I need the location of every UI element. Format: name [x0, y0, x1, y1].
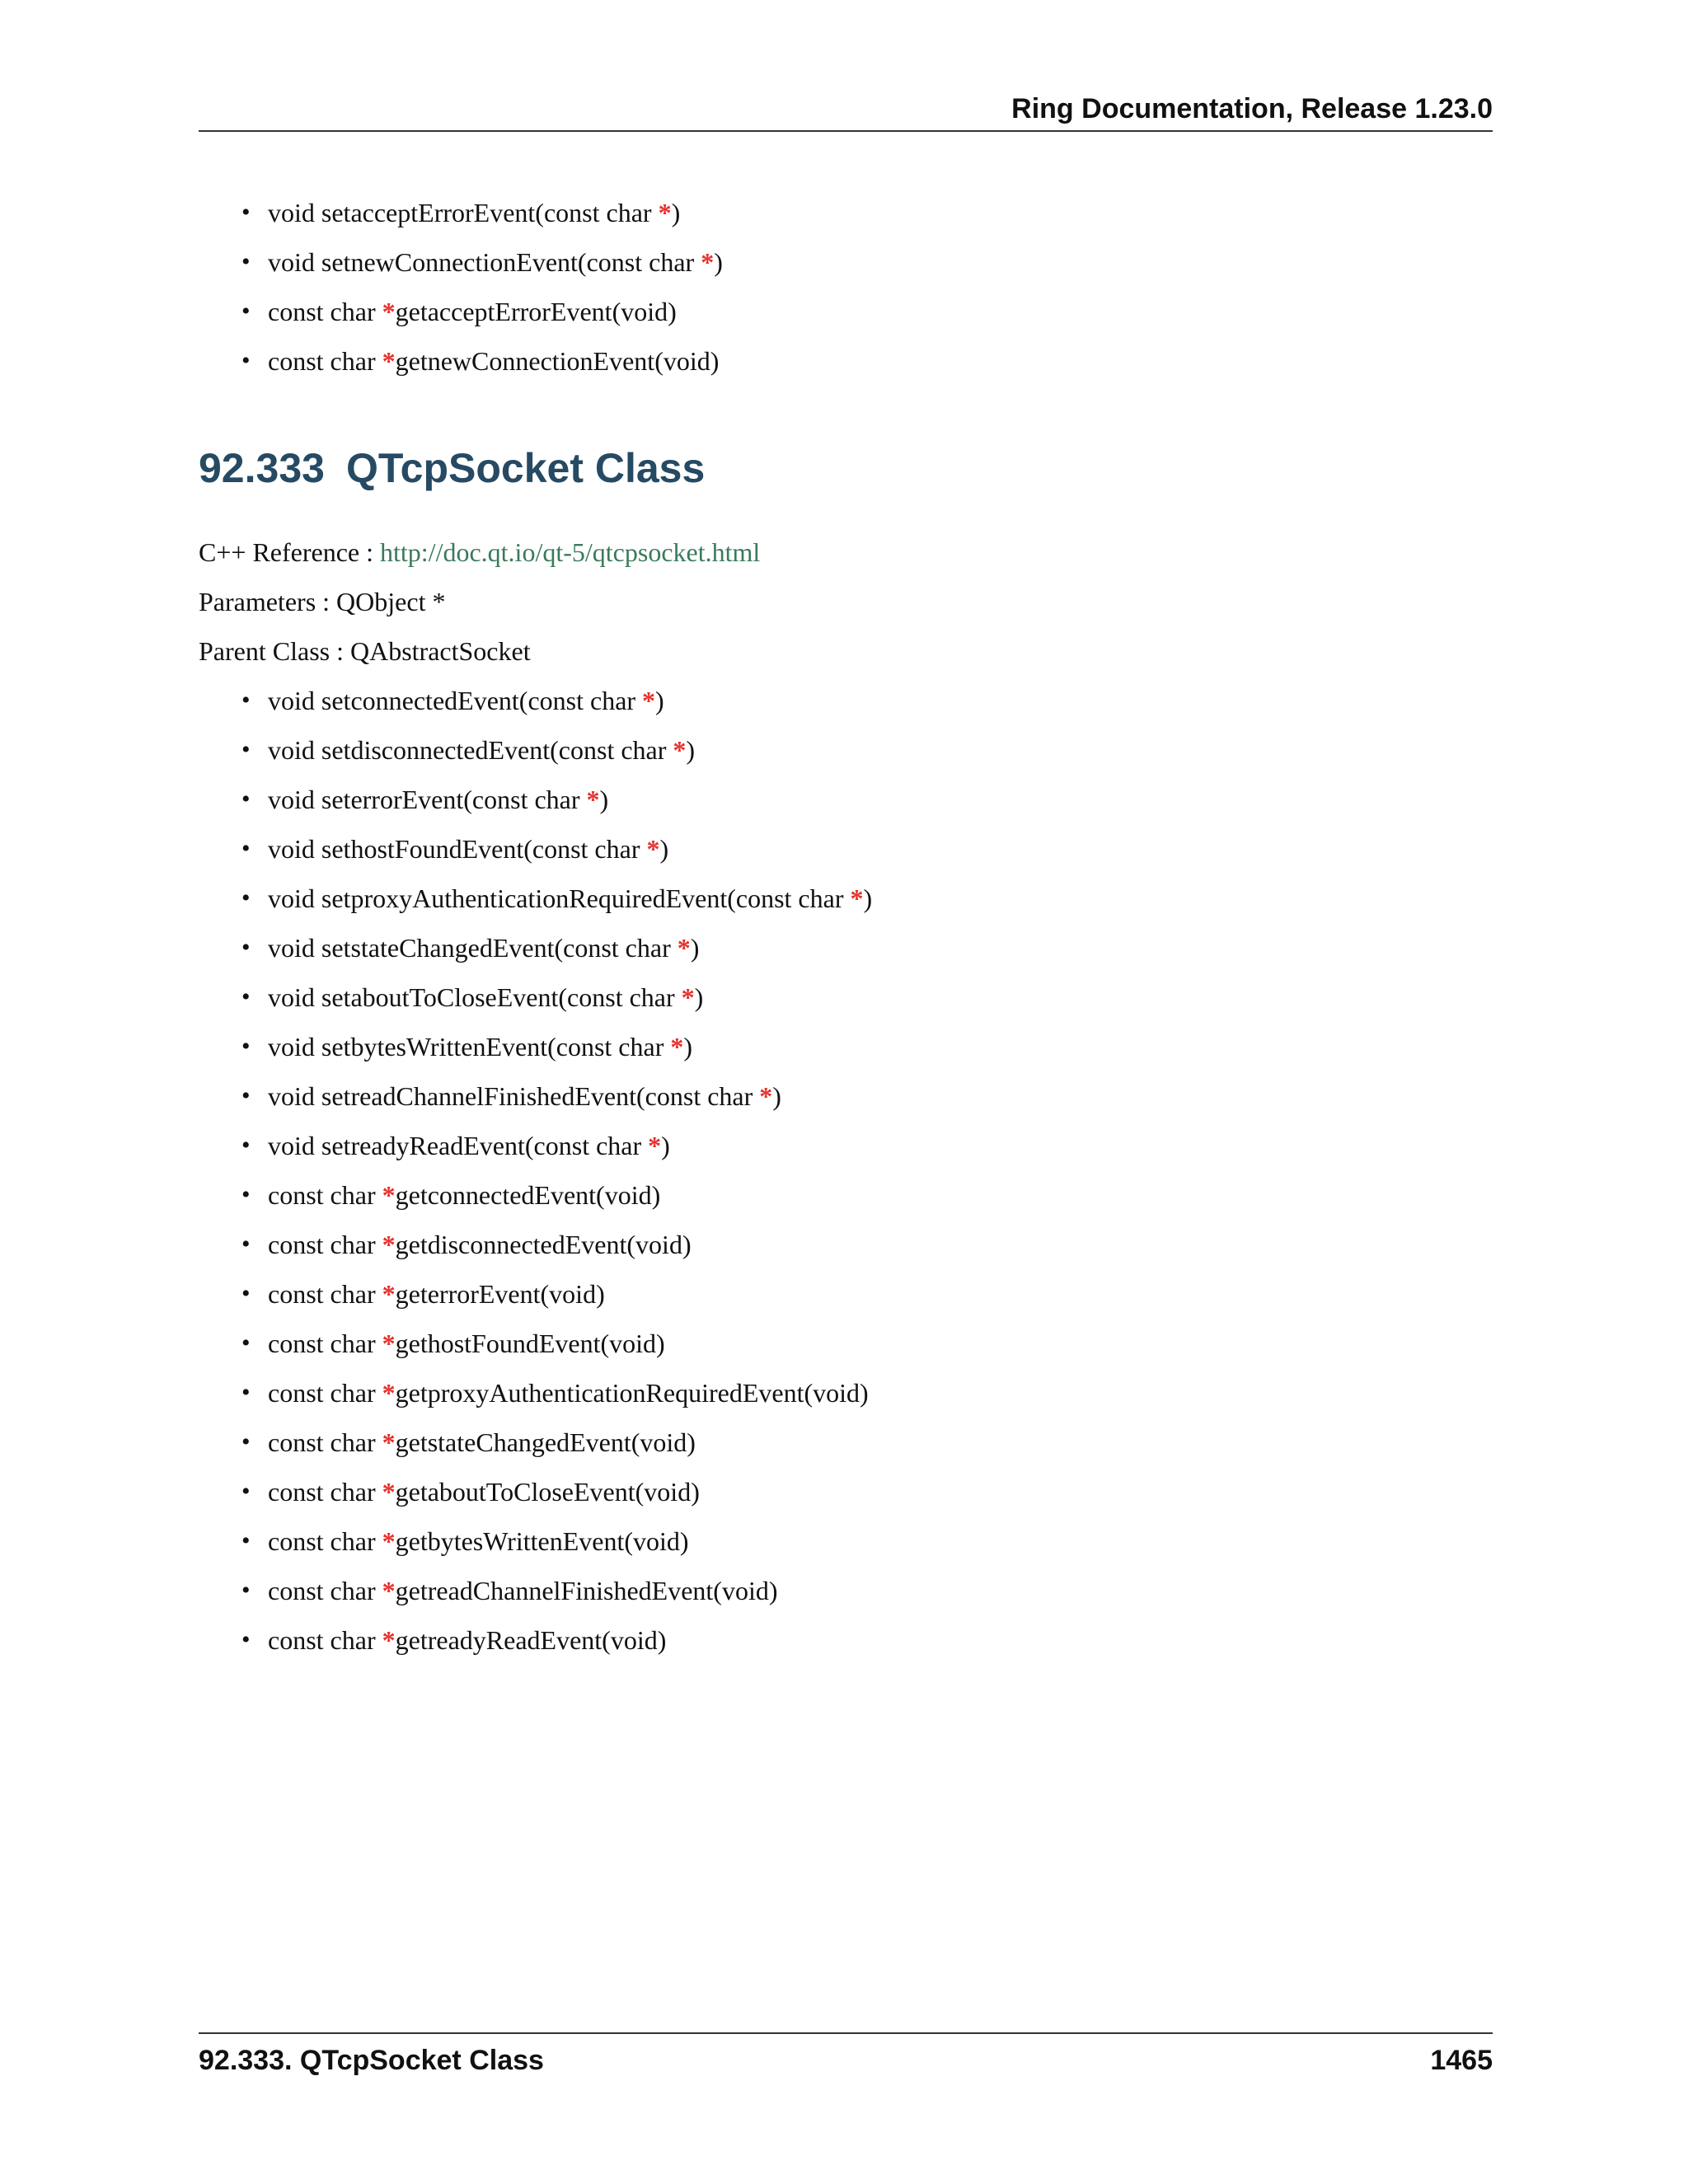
pointer-star: * [701, 247, 715, 277]
pointer-star: * [646, 834, 660, 864]
item-text: const char [268, 1378, 382, 1408]
pointer-star: * [382, 1427, 396, 1457]
item-text: ) [661, 1131, 670, 1160]
item-text: getconnectedEvent(void) [395, 1180, 661, 1210]
pointer-star: * [681, 982, 695, 1012]
page-header [199, 92, 1493, 132]
item-text: ) [683, 1032, 692, 1062]
list-item [199, 1327, 1493, 1376]
pointer-star: * [382, 1378, 396, 1408]
item-text: ) [655, 686, 664, 715]
item-text: getaboutToCloseEvent(void) [395, 1477, 700, 1507]
list-item [199, 1624, 1493, 1673]
pointer-star: * [677, 933, 691, 963]
item-text: void setstateChangedEvent(const char [268, 933, 678, 963]
item-text: getproxyAuthenticationRequiredEvent(void) [395, 1378, 869, 1408]
item-text: const char [268, 297, 382, 326]
item-text: void setnewConnectionEvent(const char [268, 247, 701, 277]
item-text: ) [671, 198, 681, 227]
item-text: ) [659, 834, 669, 864]
list-item [199, 196, 1493, 246]
pointer-star: * [658, 198, 672, 227]
method-list [199, 684, 1493, 1673]
page-footer [199, 2032, 1493, 2076]
pointer-star: * [382, 1230, 396, 1259]
list-item [199, 1574, 1493, 1624]
pointer-star: * [642, 686, 656, 715]
item-text: void setaboutToCloseEvent(const char [268, 982, 682, 1012]
list-item [199, 931, 1493, 981]
list-item [199, 295, 1493, 344]
pointer-star: * [673, 735, 687, 765]
page-number: 1465 [1430, 2045, 1493, 2076]
item-text: void sethostFoundEvent(const char [268, 834, 647, 864]
parent-class-line: Parent Class : QAbstractSocket [199, 636, 531, 666]
item-text: const char [268, 1427, 382, 1457]
list-item [199, 1277, 1493, 1327]
list-item [199, 783, 1493, 832]
list-item [199, 684, 1493, 733]
list-item [199, 832, 1493, 882]
header-title: Ring Documentation, Release 1.23.0 [1011, 93, 1493, 124]
item-text: void setreadyReadEvent(const char [268, 1131, 649, 1160]
parameters-line: Parameters : QObject * [199, 587, 446, 616]
reference-line [199, 536, 1493, 585]
item-text: ) [694, 982, 704, 1012]
list-item [199, 1426, 1493, 1475]
list-item [199, 733, 1493, 783]
pointer-star: * [759, 1081, 773, 1111]
list-item [199, 1525, 1493, 1574]
item-text: getnewConnectionEvent(void) [395, 346, 720, 376]
list-item [199, 1030, 1493, 1080]
pointer-star: * [382, 346, 396, 376]
section-heading [199, 443, 705, 493]
footer-section-title: 92.333. QTcpSocket Class [199, 2045, 544, 2076]
item-text: ) [690, 933, 700, 963]
list-item [199, 882, 1493, 931]
pointer-star: * [850, 883, 864, 913]
item-text: const char [268, 1625, 382, 1655]
list-item [199, 344, 1493, 394]
pointer-star: * [382, 1180, 396, 1210]
item-text: getbytesWrittenEvent(void) [395, 1526, 689, 1556]
list-item [199, 1376, 1493, 1426]
list-item [199, 1129, 1493, 1179]
item-text: ) [772, 1081, 781, 1111]
item-text: ) [863, 883, 873, 913]
item-text: const char [268, 1329, 382, 1358]
class-info [199, 536, 1493, 684]
section-number: 92.333 [199, 445, 325, 491]
item-text: ) [686, 735, 696, 765]
item-text: const char [268, 1477, 382, 1507]
item-text: const char [268, 1576, 382, 1605]
pointer-star: * [670, 1032, 684, 1062]
item-text: void setbytesWrittenEvent(const char [268, 1032, 671, 1062]
pointer-star: * [382, 1477, 396, 1507]
pointer-star: * [586, 785, 600, 814]
item-text: ) [714, 247, 723, 277]
item-text: getacceptErrorEvent(void) [395, 297, 677, 326]
previous-class-method-list [199, 196, 1493, 394]
pointer-star: * [382, 1526, 396, 1556]
item-text: gethostFoundEvent(void) [395, 1329, 665, 1358]
pointer-star: * [382, 1329, 396, 1358]
item-text: getdisconnectedEvent(void) [395, 1230, 692, 1259]
item-text: getstateChangedEvent(void) [395, 1427, 696, 1457]
list-item [199, 246, 1493, 295]
reference-link[interactable]: http://doc.qt.io/qt-5/qtcpsocket.html [380, 537, 761, 567]
list-item [199, 981, 1493, 1030]
item-text: ) [599, 785, 609, 814]
list-item [199, 1080, 1493, 1129]
item-text: void setacceptErrorEvent(const char [268, 198, 659, 227]
pointer-star: * [382, 297, 396, 326]
reference-label: C++ Reference : [199, 537, 380, 567]
item-text: const char [268, 1180, 382, 1210]
item-text: getreadChannelFinishedEvent(void) [395, 1576, 778, 1605]
pointer-star: * [382, 1279, 396, 1309]
item-text: void setproxyAuthenticationRequiredEvent(const char [268, 883, 851, 913]
item-text: getreadyReadEvent(void) [395, 1625, 667, 1655]
item-text: const char [268, 346, 382, 376]
list-item [199, 1179, 1493, 1228]
item-text: void setconnectedEvent(const char [268, 686, 643, 715]
item-text: const char [268, 1230, 382, 1259]
item-text: const char [268, 1526, 382, 1556]
list-item [199, 1228, 1493, 1277]
section-title: QTcpSocket Class [345, 445, 706, 491]
pointer-star: * [648, 1131, 662, 1160]
list-item [199, 1475, 1493, 1525]
item-text: geterrorEvent(void) [395, 1279, 605, 1309]
pointer-star: * [382, 1625, 396, 1655]
item-text: void setdisconnectedEvent(const char [268, 735, 673, 765]
item-text: void setreadChannelFinishedEvent(const char [268, 1081, 760, 1111]
pointer-star: * [382, 1576, 396, 1605]
item-text: void seterrorEvent(const char [268, 785, 587, 814]
item-text: const char [268, 1279, 382, 1309]
